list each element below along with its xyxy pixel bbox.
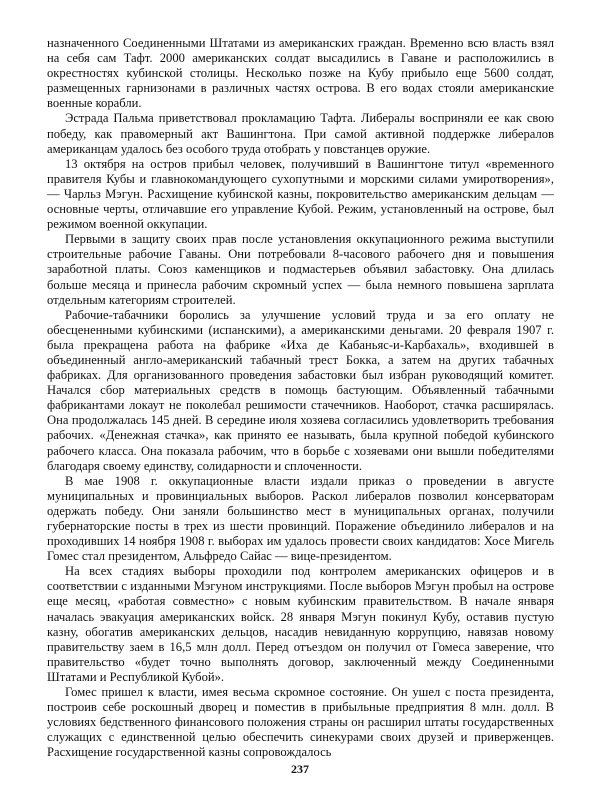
paragraph-continuation: назначенного Соединенными Штатами из американских граждан. Временно всю власть взял на себя сам Тафт. 2000 американских солдат высадились в Гаване и расположились в окрестностях кубинской столицы. Несколько позже на Кубу прибыло еще 5600 солдат, размещенных гарнизонами в различных частях острова. В его водах стояли американские военные корабли.: [47, 36, 554, 111]
paragraph-elections-1908: В мае 1908 г. оккупационные власти издали приказ о проведении в августе муниципальных и провинциальных выборов. Раскол либералов позволил консерваторам одержать победу. Они заняли большинство мест в муниципальных органах, получили губернаторские посты в трех из шести провинций. Поражение объединило либералов и на проходивших 14 ноября 1908 г. выборах им удалось провести своих кандидатов: Хосе Мигель Гомес стал президентом, Альфредо Сайас — вице-президентом.: [47, 473, 554, 564]
paragraph-tobacco-workers: Рабочие-табачники боролись за улучшение условий труда и за его оплату не обесцененными кубинскими (испанскими), а американскими деньгами. 20 февраля 1907 г. была прекращена работа на фабрике «Иха де Кабаньяс-и-Карбахаль», входившей в объединенный англо-американский табачный трест Бокка, а затем на других табачных фабриках. Для организованного проведения забастовки был избран руководящий комитет. Начался сбор материальных средств в помощь бастующим. Объявленный табачными фабрикантами локаут не поколебал решимости стачечников. Наоборот, стачка расширялась. Она продолжалась 145 дней. В середине июля хозяева согласились удовлетворить требования рабочих. «Денежная стачка», как принято ее называть, была крупной победой кубинского рабочего класса. Она показала рабочим, что в борьбе с хозяевами они вышли победителями благодаря своему единству, солидарности и сплоченности.: [47, 307, 554, 473]
page-number: 237: [291, 762, 309, 776]
paragraph-magoon-arrival: 13 октября на остров прибыл человек, получивший в Вашингтоне титул «временного правителя Кубы и главнокомандующего сухопутными и морскими силами умиротворения», — Чарльз Мэгун. Расхищение кубинской казны, покровительство американским дельцам — основные черты, отличавшие его управление Кубой. Режим, установленный на острове, был режимом военной оккупации.: [47, 156, 554, 232]
paragraph-construction-workers: Первыми в защиту своих прав после установления оккупационного режима выступили строительные рабочие Гаваны. Они потребовали 8-часового рабочего дня и повышения заработной платы. Союз каменщиков и подмастерьев объявил забастовку. Она длилась больше месяца и принесла рабочим скромный успех — была немного повышена зарплата отдельным категориям строителей.: [47, 232, 554, 307]
paragraph-estrada-palma: Эстрада Пальма приветствовал прокламацию Тафта. Либералы восприняли ее как свою победу, как правомерный акт Вашингтона. При самой активной поддержке либералов американцам удалось без особого труда отобрать у повстанцев оружие.: [47, 111, 554, 156]
paragraph-gomez: Гомес пришел к власти, имея весьма скромное состояние. Он ушел с поста президента, построив себе роскошный дворец и поместив в прибыльные предприятия 8 млн. долл. В условиях бедственного финансового положения страны он расширил штаты государственных служащих с единственной целью обеспечить синекурами своих друзей и приверженцев. Расхищение государственной казны сопровождалось: [47, 685, 554, 760]
paragraph-american-control: На всех стадиях выборы проходили под контролем американских офицеров и в соответствии с изданными Мэгуном инструкциями. После выборов Мэгун пробыл на острове еще месяц, «работая совместно» с новым кубинским правительством. В начале января началась эвакуация американских войск. 28 января Мэгун покинул Кубу, оставив пустую казну, обогатив американских дельцов, насадив невиданную коррупцию, навязав новому правительству заем в 16,5 млн долл. Перед отъездом он получил от Гомеса заверение, что правительство «будет точно выполнять договор, заключенный между Соединенными Штатами и Республикой Кубой».: [47, 564, 554, 684]
